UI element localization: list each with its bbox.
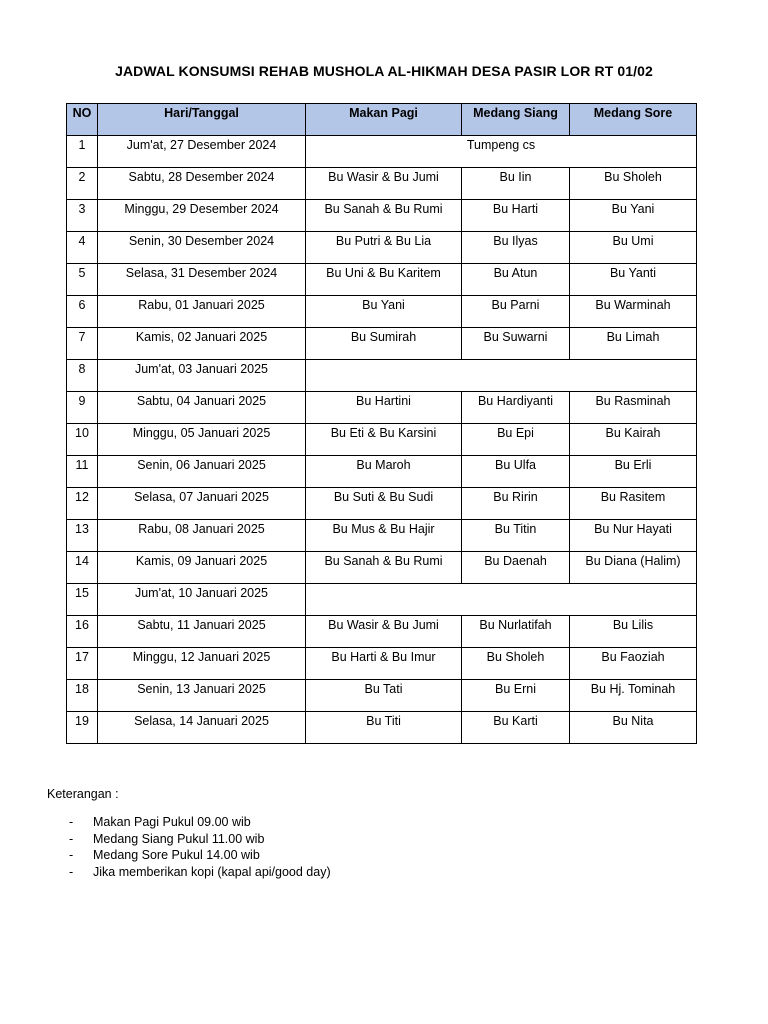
cell-hari-tanggal: Rabu, 08 Januari 2025	[98, 520, 306, 552]
cell-medang-sore: Bu Yani	[570, 200, 697, 232]
cell-medang-sore: Bu Sholeh	[570, 168, 697, 200]
table-row	[67, 520, 697, 552]
column-header-no: NO	[67, 104, 98, 136]
column-header-medang-sore: Medang Sore	[570, 104, 697, 136]
cell-medang-sore: Bu Kairah	[570, 424, 697, 456]
notes-list	[47, 814, 331, 880]
cell-medang-sore: Bu Yanti	[570, 264, 697, 296]
cell-medang-sore: Bu Limah	[570, 328, 697, 360]
note-item	[47, 814, 331, 831]
table-row	[67, 232, 697, 264]
cell-no: 13	[67, 520, 98, 552]
table-row	[67, 392, 697, 424]
cell-medang-sore: Bu Lilis	[570, 616, 697, 648]
cell-hari-tanggal: Minggu, 05 Januari 2025	[98, 424, 306, 456]
cell-medang-siang: Bu Atun	[462, 264, 570, 296]
cell-makan-pagi: Bu Harti & Bu Imur	[306, 648, 462, 680]
table-row	[67, 584, 697, 616]
table-row	[67, 136, 697, 168]
cell-no: 7	[67, 328, 98, 360]
cell-makan-pagi: Bu Wasir & Bu Jumi	[306, 616, 462, 648]
table-row	[67, 488, 697, 520]
table-row	[67, 552, 697, 584]
note-item	[47, 864, 331, 881]
cell-hari-tanggal: Kamis, 02 Januari 2025	[98, 328, 306, 360]
cell-makan-pagi: Bu Wasir & Bu Jumi	[306, 168, 462, 200]
cell-medang-sore: Bu Rasitem	[570, 488, 697, 520]
cell-hari-tanggal: Jum'at, 10 Januari 2025	[98, 584, 306, 616]
cell-makan-pagi: Bu Hartini	[306, 392, 462, 424]
cell-makan-pagi: Bu Putri & Bu Lia	[306, 232, 462, 264]
cell-medang-sore: Bu Rasminah	[570, 392, 697, 424]
cell-hari-tanggal: Minggu, 29 Desember 2024	[98, 200, 306, 232]
table-row	[67, 328, 697, 360]
note-bullet: -	[69, 815, 74, 829]
cell-hari-tanggal: Selasa, 31 Desember 2024	[98, 264, 306, 296]
cell-medang-sore: Bu Umi	[570, 232, 697, 264]
cell-makan-pagi: Bu Titi	[306, 712, 462, 744]
note-bullet: -	[69, 831, 74, 846]
cell-medang-siang: Bu Parni	[462, 296, 570, 328]
note-item	[47, 847, 331, 864]
cell-medang-sore: Bu Faoziah	[570, 648, 697, 680]
cell-medang-siang: Bu Erni	[462, 680, 570, 712]
cell-medang-siang: Bu Suwarni	[462, 328, 570, 360]
table-row	[67, 168, 697, 200]
note-text: Medang Sore Pukul 14.00 wib	[93, 848, 260, 862]
cell-no: 11	[67, 456, 98, 488]
note-text: Medang Siang Pukul 11.00 wib	[93, 831, 265, 846]
cell-medang-siang: Bu Hardiyanti	[462, 392, 570, 424]
cell-merged	[306, 360, 697, 392]
table-row	[67, 200, 697, 232]
cell-no: 5	[67, 264, 98, 296]
note-bullet: -	[69, 864, 74, 879]
cell-hari-tanggal: Senin, 06 Januari 2025	[98, 456, 306, 488]
cell-merged	[306, 584, 697, 616]
notes-section	[47, 787, 331, 880]
table-header-row	[67, 104, 697, 136]
table-row	[67, 456, 697, 488]
cell-makan-pagi: Bu Sumirah	[306, 328, 462, 360]
cell-hari-tanggal: Selasa, 14 Januari 2025	[98, 712, 306, 744]
cell-medang-siang: Bu Harti	[462, 200, 570, 232]
cell-makan-pagi: Bu Uni & Bu Karitem	[306, 264, 462, 296]
cell-hari-tanggal: Senin, 30 Desember 2024	[98, 232, 306, 264]
cell-hari-tanggal: Sabtu, 04 Januari 2025	[98, 392, 306, 424]
note-item	[47, 831, 331, 848]
cell-no: 17	[67, 648, 98, 680]
table-row	[67, 616, 697, 648]
column-header-hari-tanggal: Hari/Tanggal	[98, 104, 306, 136]
cell-makan-pagi: Bu Yani	[306, 296, 462, 328]
cell-medang-sore: Bu Erli	[570, 456, 697, 488]
cell-no: 4	[67, 232, 98, 264]
cell-hari-tanggal: Selasa, 07 Januari 2025	[98, 488, 306, 520]
note-text: Makan Pagi Pukul 09.00 wib	[93, 815, 251, 829]
cell-medang-siang: Bu Iin	[462, 168, 570, 200]
column-header-medang-siang: Medang Siang	[462, 104, 570, 136]
table-row	[67, 712, 697, 744]
table-row	[67, 296, 697, 328]
table-row	[67, 264, 697, 296]
cell-no: 14	[67, 552, 98, 584]
cell-hari-tanggal: Sabtu, 28 Desember 2024	[98, 168, 306, 200]
cell-medang-sore: Bu Diana (Halim)	[570, 552, 697, 584]
table-row	[67, 648, 697, 680]
schedule-body	[67, 136, 697, 744]
cell-hari-tanggal: Rabu, 01 Januari 2025	[98, 296, 306, 328]
note-text: Jika memberikan kopi (kapal api/good day)	[93, 864, 331, 879]
cell-medang-siang: Bu Nurlatifah	[462, 616, 570, 648]
cell-no: 8	[67, 360, 98, 392]
cell-merged: Tumpeng cs	[306, 136, 697, 168]
cell-makan-pagi: Bu Mus & Bu Hajir	[306, 520, 462, 552]
cell-makan-pagi: Bu Sanah & Bu Rumi	[306, 200, 462, 232]
cell-medang-sore: Bu Warminah	[570, 296, 697, 328]
cell-makan-pagi: Bu Eti & Bu Karsini	[306, 424, 462, 456]
page-title: JADWAL KONSUMSI REHAB MUSHOLA AL-HIKMAH DESA PASIR LOR RT 01/02	[115, 63, 653, 79]
cell-no: 3	[67, 200, 98, 232]
cell-no: 19	[67, 712, 98, 744]
cell-medang-siang: Bu Ilyas	[462, 232, 570, 264]
cell-medang-sore: Bu Nita	[570, 712, 697, 744]
note-bullet: -	[69, 848, 74, 862]
cell-makan-pagi: Bu Tati	[306, 680, 462, 712]
table-row	[67, 360, 697, 392]
cell-medang-sore: Bu Hj. Tominah	[570, 680, 697, 712]
cell-hari-tanggal: Sabtu, 11 Januari 2025	[98, 616, 306, 648]
table-row	[67, 680, 697, 712]
cell-medang-siang: Bu Daenah	[462, 552, 570, 584]
cell-hari-tanggal: Minggu, 12 Januari 2025	[98, 648, 306, 680]
cell-medang-siang: Bu Karti	[462, 712, 570, 744]
cell-medang-siang: Bu Titin	[462, 520, 570, 552]
cell-hari-tanggal: Jum'at, 03 Januari 2025	[98, 360, 306, 392]
column-header-makan-pagi: Makan Pagi	[306, 104, 462, 136]
cell-hari-tanggal: Senin, 13 Januari 2025	[98, 680, 306, 712]
cell-medang-siang: Bu Sholeh	[462, 648, 570, 680]
cell-makan-pagi: Bu Suti & Bu Sudi	[306, 488, 462, 520]
cell-no: 15	[67, 584, 98, 616]
cell-makan-pagi: Bu Sanah & Bu Rumi	[306, 552, 462, 584]
cell-makan-pagi: Bu Maroh	[306, 456, 462, 488]
cell-hari-tanggal: Jum'at, 27 Desember 2024	[98, 136, 306, 168]
table-row	[67, 424, 697, 456]
cell-hari-tanggal: Kamis, 09 Januari 2025	[98, 552, 306, 584]
cell-no: 9	[67, 392, 98, 424]
cell-no: 16	[67, 616, 98, 648]
cell-no: 12	[67, 488, 98, 520]
cell-no: 1	[67, 136, 98, 168]
notes-title: Keterangan :	[47, 787, 119, 801]
schedule-table	[66, 103, 697, 744]
cell-medang-sore: Bu Nur Hayati	[570, 520, 697, 552]
cell-no: 18	[67, 680, 98, 712]
cell-no: 10	[67, 424, 98, 456]
cell-medang-siang: Bu Ulfa	[462, 456, 570, 488]
cell-medang-siang: Bu Ririn	[462, 488, 570, 520]
cell-medang-siang: Bu Epi	[462, 424, 570, 456]
cell-no: 2	[67, 168, 98, 200]
cell-no: 6	[67, 296, 98, 328]
